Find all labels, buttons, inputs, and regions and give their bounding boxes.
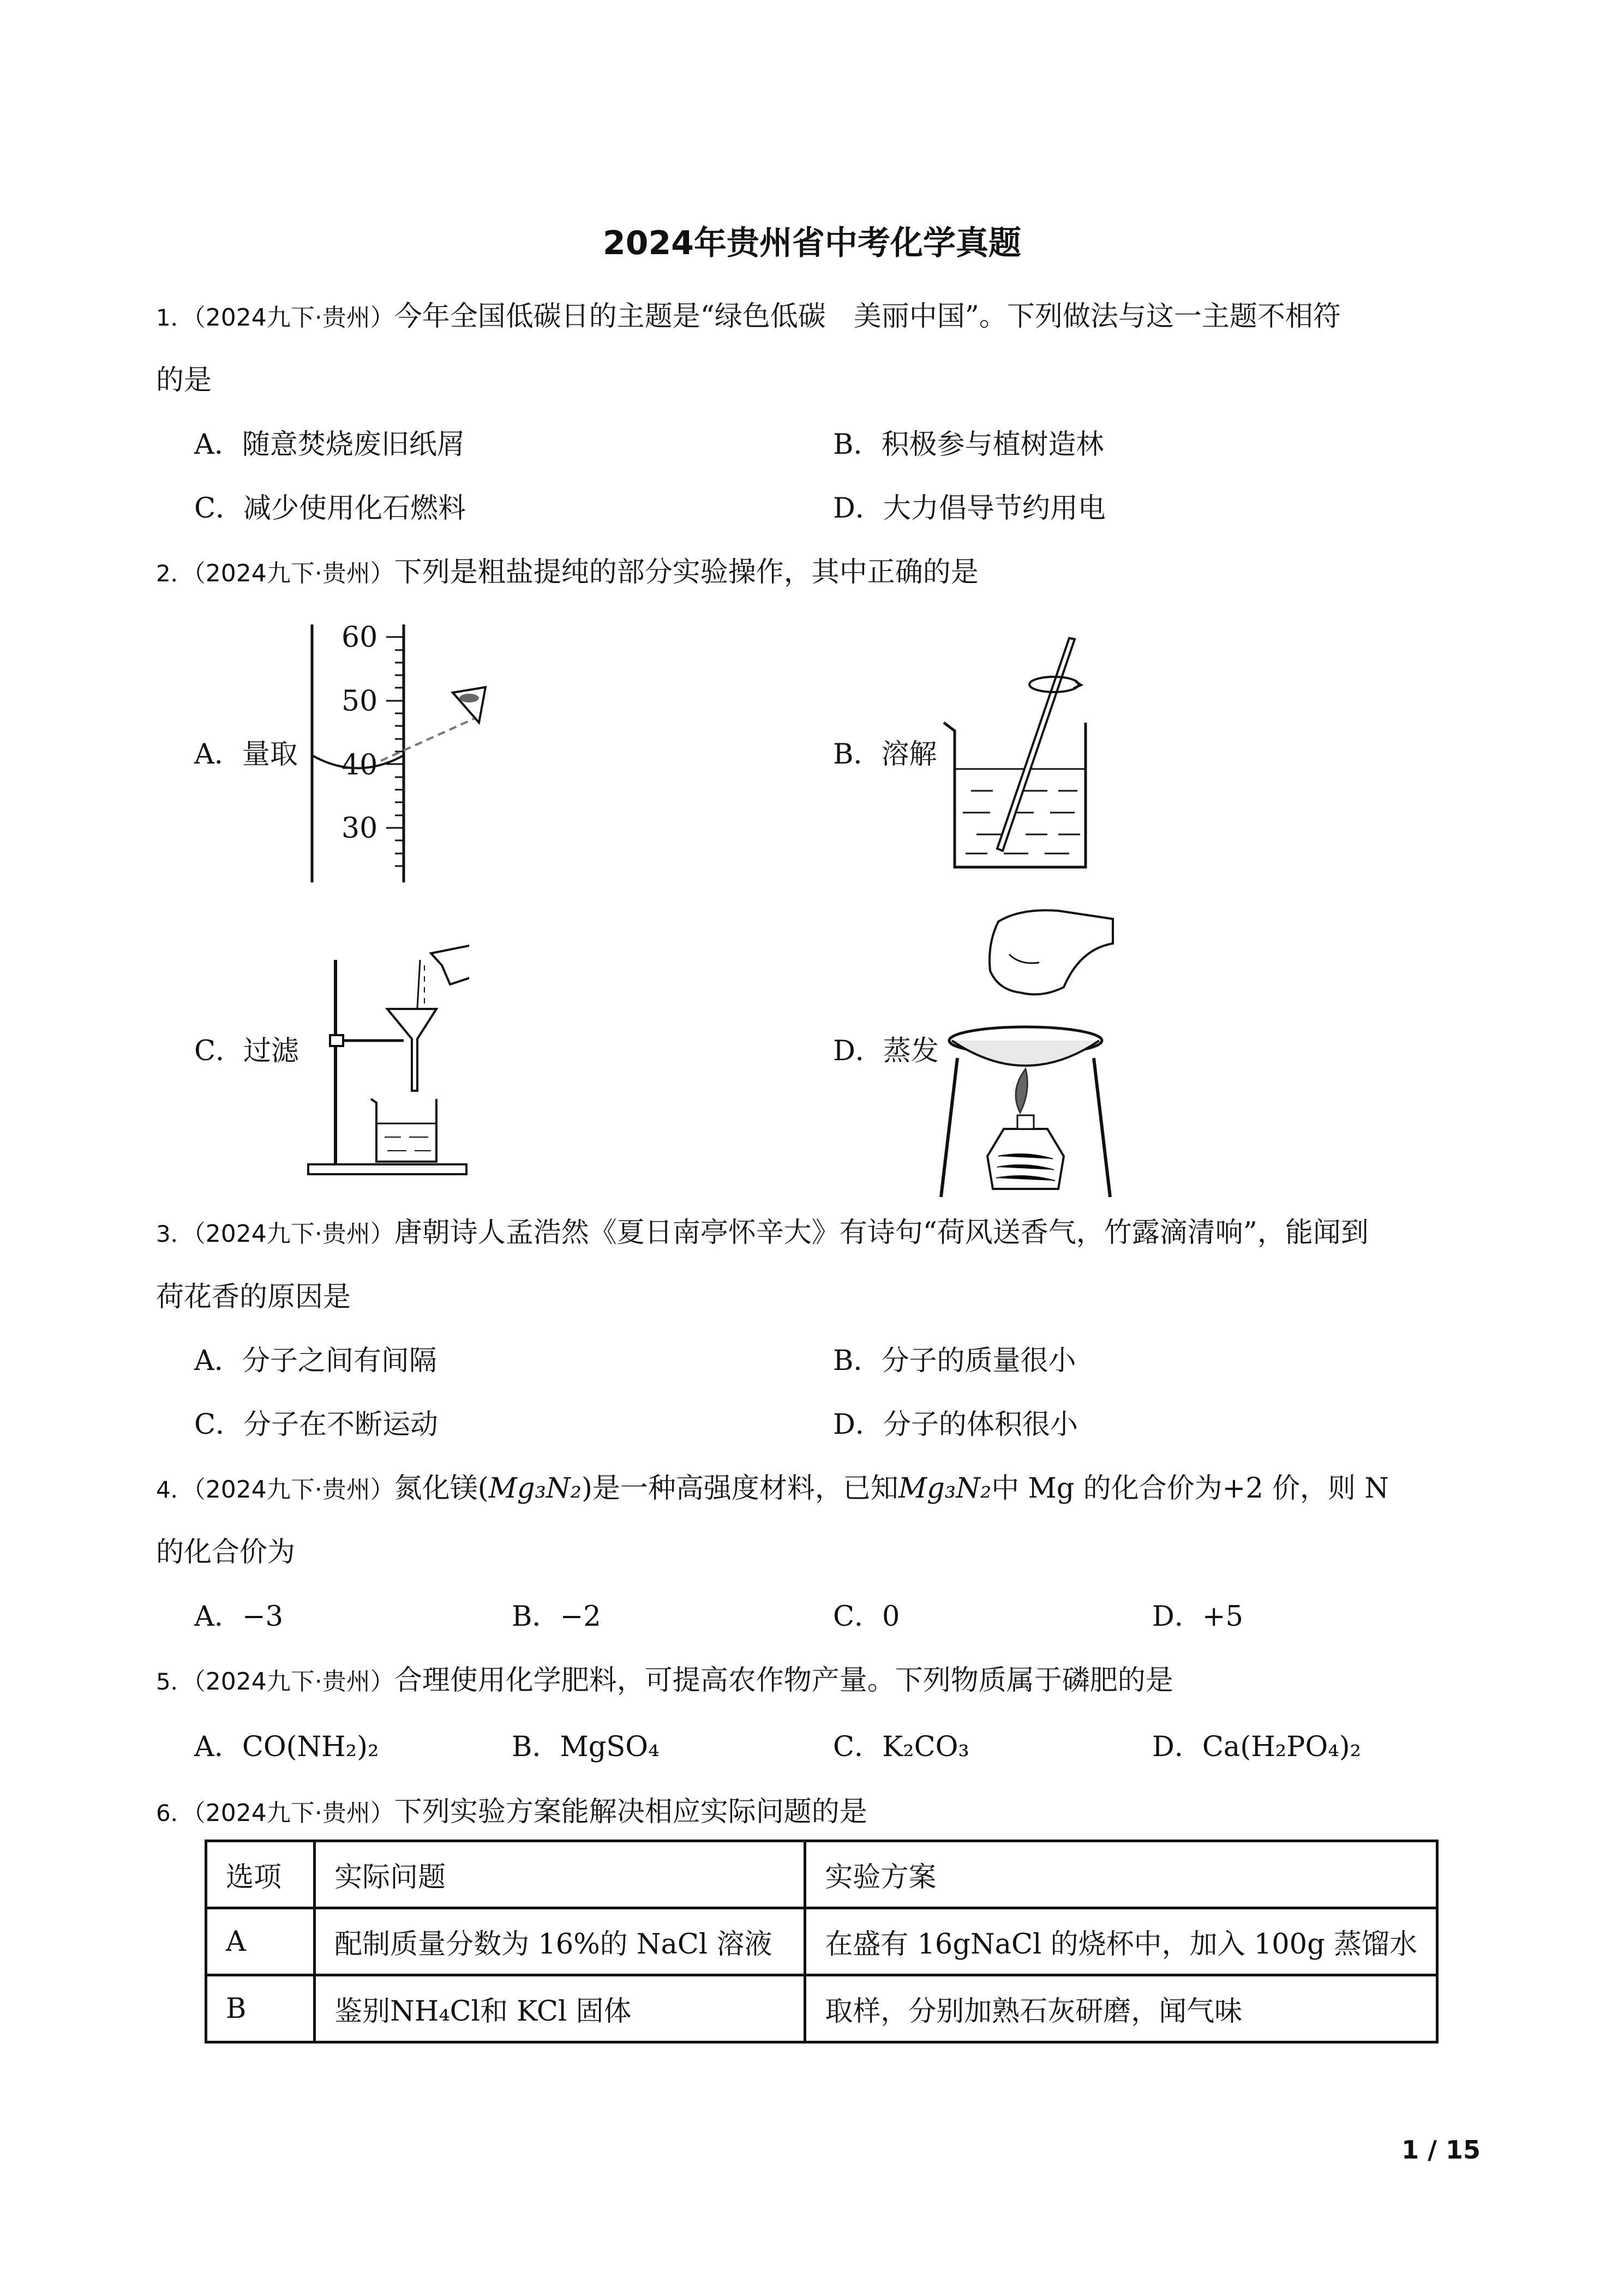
- source-tag: （2024九下·贵州）: [193, 560, 394, 587]
- question-1: [156, 297, 1487, 338]
- tick-label: 40: [341, 749, 378, 782]
- formula: Mg₃N₂: [898, 1472, 992, 1505]
- source-tag: （2024九下·贵州）: [193, 1476, 394, 1504]
- question-text-b: )是一种高强度材料，已知: [582, 1472, 898, 1505]
- option-b: B．积极参与植树造林: [833, 429, 1104, 461]
- option-c: C．0: [833, 1601, 900, 1633]
- graduated-cylinder-figure: [305, 622, 502, 889]
- question-1-cont: 的是: [156, 364, 212, 396]
- option-d: D．分子的体积很小: [833, 1409, 1078, 1441]
- option-d: D．Ca(H₂PO₄)₂: [1152, 1731, 1362, 1763]
- beaker-stirring-figure: [938, 633, 1096, 873]
- question-number: 6．: [156, 1800, 194, 1826]
- table-cell: 鉴别NH₄Cl和 KCl 固体: [315, 1975, 805, 2042]
- option-c: C．K₂CO₃: [833, 1731, 969, 1763]
- question-text: 下列是粗盐提纯的部分实验操作，其中正确的是: [394, 556, 979, 588]
- page-number: 1 / 15: [1401, 2135, 1481, 2165]
- option-b: B．MgSO₄: [512, 1731, 660, 1763]
- question-6: [156, 1793, 1487, 1833]
- question-number: 4．: [156, 1476, 194, 1503]
- option-b: B．分子的质量很小: [833, 1345, 1076, 1377]
- tick-label: 30: [341, 812, 378, 845]
- tick-label: 60: [341, 622, 378, 654]
- table-header: 选项: [206, 1841, 315, 1908]
- option-b: B．−2: [512, 1601, 601, 1633]
- formula: Mg₃N₂: [488, 1472, 582, 1505]
- source-tag: （2024九下·贵州）: [193, 1220, 394, 1248]
- filtration-figure: [305, 922, 469, 1183]
- option-a: A．随意焚烧废旧纸屑: [194, 429, 465, 461]
- table-cell: 在盛有 16gNaCl 的烧杯中，加入 100g 蒸馏水: [805, 1908, 1437, 1975]
- evaporation-figure: [938, 905, 1118, 1200]
- option-a: A．−3: [194, 1601, 284, 1633]
- question-text: 今年全国低碳日的主题是“绿色低碳 美丽中国”。下列做法与这一主题不相符: [394, 300, 1341, 333]
- option-c: C．减少使用化石燃料: [194, 492, 466, 525]
- question-text: 下列实验方案能解决相应实际问题的是: [394, 1796, 867, 1828]
- source-tag: （2024九下·贵州）: [193, 1799, 394, 1827]
- question-4-cont: 的化合价为: [156, 1536, 296, 1568]
- table-cell: B: [206, 1975, 315, 2042]
- table-cell: 配制质量分数为 16%的 NaCl 溶液: [315, 1908, 805, 1975]
- table-header-row: [206, 1841, 1437, 1908]
- option-a: A．分子之间有间隔: [194, 1345, 437, 1377]
- experiment-table: [205, 1840, 1439, 2043]
- question-number: 1．: [156, 304, 194, 331]
- question-text: 唐朝诗人孟浩然《夏日南亭怀辛大》有诗句“荷风送香气，竹露滴清响”，能闻到: [394, 1217, 1369, 1249]
- question-number: 3．: [156, 1221, 194, 1247]
- option-a: A．量取: [194, 738, 298, 771]
- option-a: A．CO(NH₂)₂: [194, 1731, 379, 1763]
- table-header: 实验方案: [805, 1841, 1437, 1908]
- source-tag: （2024九下·贵州）: [193, 1668, 394, 1696]
- table-cell: 取样，分别加熟石灰研磨，闻气味: [805, 1975, 1437, 2042]
- question-2: [156, 553, 1487, 593]
- option-d: D．+5: [1152, 1601, 1244, 1633]
- option-c: C．过滤: [194, 1035, 299, 1067]
- question-text-c: 中 Mg 的化合价为+2 价，则 N: [991, 1472, 1389, 1505]
- question-5: [156, 1661, 1487, 1702]
- question-number: 5．: [156, 1668, 194, 1695]
- question-text: 合理使用化学肥料，可提高农作物产量。下列物质属于磷肥的是: [394, 1664, 1173, 1697]
- question-3: [156, 1213, 1487, 1254]
- question-3-cont: 荷花香的原因是: [156, 1281, 351, 1313]
- table-row: [206, 1975, 1437, 2042]
- table-cell: A: [206, 1908, 315, 1975]
- option-d: D．大力倡导节约用电: [833, 492, 1106, 525]
- source-tag: （2024九下·贵州）: [193, 304, 394, 332]
- tick-label: 50: [341, 685, 378, 718]
- table-header: 实际问题: [315, 1841, 805, 1908]
- page-title: 2024年贵州省中考化学真题: [603, 224, 1021, 262]
- question-text-a: 氮化镁(: [394, 1472, 489, 1505]
- question-number: 2．: [156, 560, 194, 587]
- option-b: B．溶解: [833, 738, 937, 771]
- option-c: C．分子在不断运动: [194, 1409, 439, 1441]
- table-row: [206, 1908, 1437, 1975]
- option-d: D．蒸发: [833, 1035, 939, 1067]
- question-4: [156, 1469, 1487, 1510]
